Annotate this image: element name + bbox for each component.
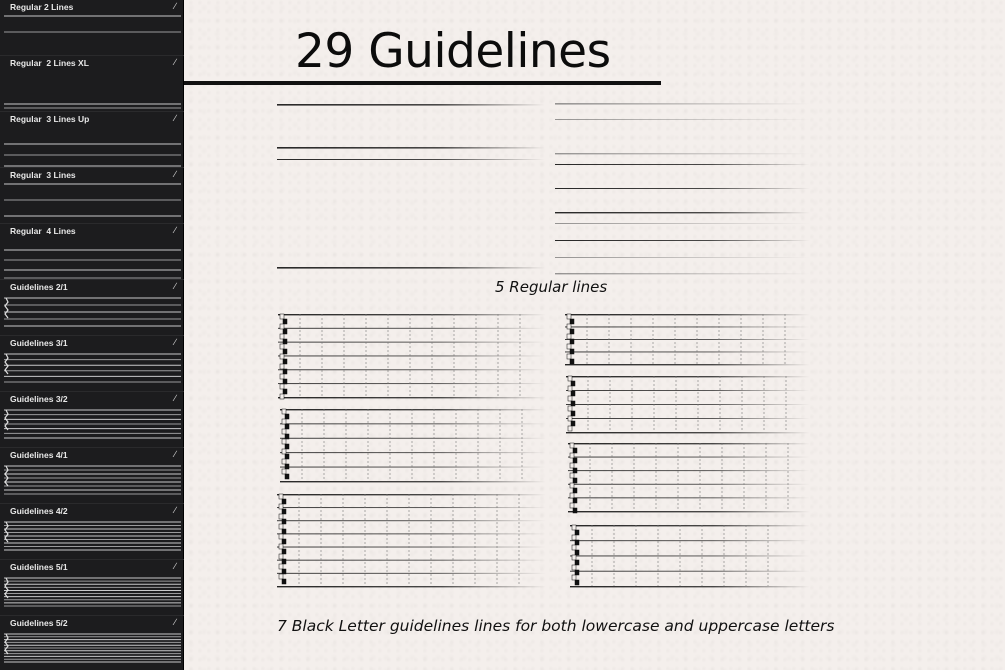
blackletter-guide-line [277, 573, 546, 574]
nib-width-marker [282, 459, 286, 464]
nib-width-marker [279, 524, 283, 529]
edit-brush-icon[interactable]: ∕ [174, 169, 176, 179]
edit-brush-icon[interactable]: ∕ [174, 1, 176, 11]
nib-width-marker [280, 374, 284, 379]
nib-width-marker [567, 314, 571, 319]
regular-guide-line [277, 267, 545, 269]
nib-width-marker [279, 534, 283, 539]
brush-name: Guidelines 4/1 [10, 450, 68, 460]
blackletter-guide-line [568, 457, 810, 458]
nib-width-marker [570, 453, 574, 458]
regular-guide-line [555, 164, 810, 165]
blackletter-guide-line [277, 520, 546, 521]
blackletter-guide-line [278, 314, 546, 315]
nib-width-marker [567, 324, 571, 329]
blackletter-guide-line [565, 327, 810, 328]
brush-name: Guidelines 2/1 [10, 282, 68, 292]
nib-width-marker [570, 319, 574, 324]
nib-width-marker [568, 416, 572, 421]
nib-width-marker [570, 349, 574, 354]
regular-guide-line [555, 223, 810, 224]
nib-width-marker [572, 565, 576, 570]
blackletter-guide-line [570, 571, 810, 572]
nib-width-marker [573, 458, 577, 463]
regular-guide-line [555, 119, 810, 120]
regular-guide-line [555, 212, 810, 213]
blackletter-guide-line [277, 533, 546, 534]
blackletter-guide-line [278, 383, 546, 384]
blackletter-guide-line [280, 409, 546, 410]
brush-name: Guidelines 5/2 [10, 618, 68, 628]
nib-width-marker [575, 550, 579, 555]
blackletter-guide-line [565, 364, 810, 365]
edit-brush-icon[interactable]: ∕ [174, 113, 176, 123]
brush-name: Guidelines 3/1 [10, 338, 68, 348]
nib-width-marker [575, 540, 579, 545]
nib-width-marker [570, 463, 574, 468]
nib-width-marker [573, 488, 577, 493]
blackletter-guide-line [277, 494, 546, 495]
nib-width-marker [575, 530, 579, 535]
blackletter-guide-line [570, 556, 810, 557]
regular-guide-line [555, 153, 810, 154]
nib-width-marker [572, 525, 576, 530]
blackletter-guide-line [278, 328, 546, 329]
nib-width-marker [280, 394, 284, 399]
blackletter-guide-line [277, 547, 546, 548]
nib-width-marker [285, 464, 289, 469]
nib-width-marker [570, 483, 574, 488]
nib-width-marker [282, 509, 286, 514]
blackletter-guide-line [568, 484, 810, 485]
edit-brush-icon[interactable]: ∕ [174, 57, 176, 67]
nib-width-marker [567, 354, 571, 359]
nib-width-marker [279, 514, 283, 519]
nib-width-marker [282, 499, 286, 504]
blackletter-guide-line [278, 342, 546, 343]
brush-name: Regular 4 Lines [10, 226, 76, 236]
nib-width-marker [279, 504, 283, 509]
nib-width-marker [285, 424, 289, 429]
nib-width-marker [285, 434, 289, 439]
blackletter-guide-line [565, 314, 810, 315]
nib-width-marker [573, 508, 577, 513]
regular-guide-line [277, 147, 545, 149]
nib-width-marker [570, 339, 574, 344]
brush-name: Regular 3 Lines [10, 170, 76, 180]
regular-guide-line [277, 104, 545, 106]
nib-width-marker [283, 359, 287, 364]
nib-width-marker [280, 384, 284, 389]
nib-width-marker [279, 574, 283, 579]
edit-brush-icon[interactable]: ∕ [174, 337, 176, 347]
brush-name: Guidelines 4/2 [10, 506, 68, 516]
nib-width-marker [279, 544, 283, 549]
blackletter-guide-line [278, 356, 546, 357]
edit-brush-icon[interactable]: ∕ [174, 561, 176, 571]
nib-width-marker [570, 493, 574, 498]
nib-width-marker [283, 369, 287, 374]
nib-width-marker [283, 339, 287, 344]
nib-width-marker [567, 334, 571, 339]
nib-width-marker [568, 406, 572, 411]
edit-brush-icon[interactable]: ∕ [174, 449, 176, 459]
edit-brush-icon[interactable]: ∕ [174, 617, 176, 627]
regular-guide-line [555, 257, 810, 258]
brush-name: Guidelines 5/1 [10, 562, 68, 572]
nib-width-marker [282, 549, 286, 554]
nib-width-marker [282, 469, 286, 474]
nib-width-marker [283, 329, 287, 334]
blackletter-guide-line [570, 540, 810, 541]
nib-width-marker [572, 545, 576, 550]
blackletter-caption: 7 Black Letter guidelines lines for both lowercase and uppercase letters [277, 617, 835, 635]
nib-width-marker [282, 579, 286, 584]
nib-width-marker [575, 570, 579, 575]
nib-width-marker [280, 354, 284, 359]
blackletter-guide-line [280, 481, 546, 482]
blackletter-guide-line [277, 560, 546, 561]
nib-width-marker [279, 554, 283, 559]
nib-width-marker [570, 503, 574, 508]
nib-width-marker [570, 329, 574, 334]
nib-width-marker [573, 498, 577, 503]
nib-width-marker [571, 421, 575, 426]
nib-width-marker [282, 429, 286, 434]
nib-width-marker [285, 474, 289, 479]
nib-width-marker [280, 364, 284, 369]
nib-width-marker [282, 439, 286, 444]
blackletter-guide-line [280, 452, 546, 453]
nib-width-marker [279, 564, 283, 569]
nib-width-marker [573, 478, 577, 483]
blackletter-guide-line [568, 470, 810, 471]
nib-width-marker [568, 376, 572, 381]
blackletter-guide-line [568, 443, 810, 444]
regular-guide-line [555, 188, 810, 189]
nib-width-marker [282, 409, 286, 414]
blackletter-guide-line [280, 423, 546, 424]
blackletter-guide-line [277, 507, 546, 508]
page-title: 29 Guidelines [295, 24, 611, 79]
edit-brush-icon[interactable]: ∕ [174, 281, 176, 291]
nib-width-marker [572, 575, 576, 580]
nib-width-marker [279, 494, 283, 499]
brush-name: Regular 2 Lines XL [10, 58, 89, 68]
nib-width-marker [571, 401, 575, 406]
brush-name: Regular 2 Lines [10, 2, 74, 12]
regular-lines-caption: 5 Regular lines [495, 278, 608, 296]
nib-width-marker [283, 379, 287, 384]
nib-width-marker [283, 389, 287, 394]
nib-width-marker [570, 473, 574, 478]
blackletter-guide-line [566, 404, 810, 405]
nib-width-marker [571, 411, 575, 416]
nib-width-marker [283, 319, 287, 324]
blackletter-guide-line [280, 467, 546, 468]
nib-width-marker [285, 444, 289, 449]
nib-width-marker [280, 334, 284, 339]
nib-width-marker [283, 349, 287, 354]
blackletter-guide-line [566, 390, 810, 391]
blackletter-guide-line [565, 352, 810, 353]
edit-brush-icon[interactable]: ∕ [174, 505, 176, 515]
nib-width-marker [282, 569, 286, 574]
blackletter-guide-line [280, 438, 546, 439]
blackletter-guide-line [570, 586, 810, 587]
blackletter-guide-line [566, 432, 810, 433]
nib-width-marker [282, 449, 286, 454]
brush-name: Regular 3 Lines Up [10, 114, 90, 124]
blackletter-guide-line [278, 397, 546, 398]
nib-width-marker [282, 539, 286, 544]
edit-brush-icon[interactable]: ∕ [174, 393, 176, 403]
blackletter-guide-line [565, 339, 810, 340]
nib-width-marker [282, 519, 286, 524]
regular-guide-line [277, 159, 545, 160]
nib-width-marker [285, 414, 289, 419]
blackletter-guide-line [277, 586, 546, 587]
nib-width-marker [571, 381, 575, 386]
nib-width-marker [280, 314, 284, 319]
nib-width-marker [571, 391, 575, 396]
nib-width-marker [568, 426, 572, 431]
blackletter-guide-line [566, 376, 810, 377]
regular-guide-line [555, 273, 810, 274]
nib-width-marker [575, 580, 579, 585]
nib-width-marker [280, 324, 284, 329]
regular-guide-line [555, 103, 810, 105]
blackletter-guide-line [570, 525, 810, 526]
nib-width-marker [568, 386, 572, 391]
nib-width-marker [570, 359, 574, 364]
nib-width-marker [575, 560, 579, 565]
nib-width-marker [282, 559, 286, 564]
nib-width-marker [572, 535, 576, 540]
nib-width-marker [568, 396, 572, 401]
regular-guide-line [555, 240, 810, 241]
blackletter-guide-line [566, 418, 810, 419]
blackletter-guide-line [568, 497, 810, 498]
nib-width-marker [573, 468, 577, 473]
nib-width-marker [573, 448, 577, 453]
nib-width-marker [570, 443, 574, 448]
nib-width-marker [285, 454, 289, 459]
blackletter-guide-line [278, 369, 546, 370]
nib-width-marker [282, 419, 286, 424]
nib-width-marker [572, 555, 576, 560]
edit-brush-icon[interactable]: ∕ [174, 225, 176, 235]
nib-width-marker [282, 529, 286, 534]
nib-width-marker [280, 344, 284, 349]
nib-width-marker [567, 344, 571, 349]
blackletter-guide-line [568, 511, 810, 512]
brush-name: Guidelines 3/2 [10, 394, 68, 404]
